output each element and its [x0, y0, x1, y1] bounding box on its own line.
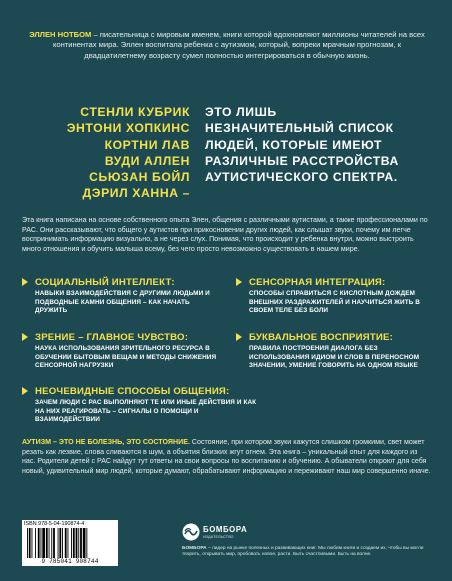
- barcode-stripe: [58, 528, 59, 558]
- celebrity-name: ЭНТОНИ ХОПКИНС: [66, 121, 190, 136]
- tagline-line: ЭТО ЛИШЬ: [205, 105, 277, 119]
- triangle-bullet-icon: [22, 333, 28, 341]
- book-description: Эта книга написана на основе собственного опыта Элен, общения с различными аутистами, а также профессионалами по РАС. Они рассказывают, что общего у аутистов при прикосновении других людей, как слышат звуки, почему им легче воспринимать информацию визуально, а не через слух. Понимая, что происходит у ребенка внутри, можно выстроить много отношения и обучить малыша всему, без чего просто невозможно существовать в нашем мире.: [22, 216, 428, 253]
- publisher-blurb-text: – лидер на рынке полезных и развивающих книг. Мы любим книги и создаем их, чтобы вы могли творить, открывать мир, пробовать новое, расти. Быть счастливыми. Быть на волне.: [182, 546, 424, 558]
- barcode-stripe: [62, 528, 63, 558]
- feature-literal-perception: [236, 332, 436, 371]
- barcode-stripe: [46, 528, 48, 558]
- barcode-bars: [26, 528, 114, 558]
- barcode-stripe: [41, 528, 42, 558]
- feature-body: ЗАЧЕМ ЛЮДИ С РАС ВЫПОЛНЯЮТ ТЕ ИЛИ ИНЫЕ ДЕЙСТВИЯ И КАК НА НИХ РЕАГИРОВАТЬ – СИГНАЛЫ О ПОМОЩИ И ВЗАИМОДЕЙСТВИИ: [35, 399, 257, 424]
- feature-title: БУКВАЛЬНОЕ ВОСПРИЯТИЕ:: [249, 332, 393, 343]
- barcode-stripe: [78, 528, 79, 558]
- feature-communication: [22, 386, 262, 425]
- publisher-wave-logo-icon: [182, 523, 200, 541]
- celebrity-name: СЬЮЗАН БОЙЛ: [89, 170, 190, 185]
- publisher-blurb-name: БОМБОРА: [182, 546, 207, 551]
- barcode-stripe: [51, 528, 52, 558]
- feature-vision: [22, 332, 228, 371]
- celebrity-list: [30, 104, 190, 202]
- celebrity-name: ДЭРИЛ ХАННА –: [82, 186, 190, 201]
- barcode-stripe: [53, 528, 55, 558]
- publisher-blurb: [182, 546, 426, 559]
- celebrity-name: КОРТНИ ЛАВ: [104, 137, 190, 152]
- celebrity-name: СТЕНЛИ КУБРИК: [80, 105, 190, 119]
- barcode-stripe: [73, 528, 75, 558]
- author-intro-text: – писательница с мировым именем, книги которой вдохновляют миллионы читателей на всех континентах мира. Эллен воспитала ребенка с аутизмом, который, вопреки мрачным прогнозам, к двадцатилетнему возрасту сумел полностью интегрироваться в обычную жизнь.: [52, 30, 425, 60]
- barcode-stripe: [42, 528, 45, 558]
- summary-text: Состояние, при котором звуки кажутся слишком громкими, свет может резать как лезвие, слова сливаются в шум, а объятия близких жгут огнем. Эта книга – уникальный опыт для каждого из нас. Родители детей с РАС найдут тут ответы на свои вопросы по воспитанию и обучению. А обыватели откроют для себя новый, удивительный мир людей, которые думают, обрабатывают информацию и переживают наш мир совершенно иначе.: [22, 438, 431, 475]
- barcode-stripe: [83, 528, 86, 558]
- feature-sensory-integration: [236, 277, 436, 316]
- feature-body: СПОСОБЫ СПРАВИТЬСЯ С КИСЛОТНЫМ ДОЖДЕМ ВНЕШНИХ РАЗДРАЖИТЕЛЕЙ И НАУЧИТЬСЯ ЖИТЬ В СВОЕМ ТЕЛЕ БЕЗ БОЛИ: [249, 290, 420, 315]
- barcode-stripe: [65, 528, 67, 558]
- feature-title: ЗРЕНИЕ – ГЛАВНОЕ ЧУВСТВО:: [35, 332, 189, 343]
- publisher-subtitle: ИЗДАТЕЛЬСТВО: [203, 535, 234, 539]
- author-name: ЭЛЛЕН НОТБОМ: [29, 30, 92, 39]
- barcode-stripe: [80, 528, 82, 558]
- tagline-line: РАЗЛИЧНЫЕ РАССТРОЙСТВА: [205, 153, 399, 168]
- publisher-logo-block: [182, 522, 272, 546]
- barcode-stripe: [68, 528, 69, 558]
- tagline: [205, 104, 427, 185]
- tagline-line: АУТИСТИЧЕСКОГО СПЕКТРА.: [205, 170, 398, 185]
- triangle-bullet-icon: [22, 278, 28, 286]
- celebrity-name: ВУДИ АЛЛЕН: [104, 153, 190, 168]
- book-summary: [22, 438, 432, 476]
- summary-lead: АУТИЗМ – ЭТО НЕ БОЛЕЗНЬ, ЭТО СОСТОЯНИЕ.: [22, 438, 190, 446]
- isbn-label: ISBN 978-5-04-190874-4: [24, 521, 85, 527]
- feature-title: СОЦИАЛЬНЫЙ ИНТЕЛЛЕКТ:: [35, 277, 175, 288]
- feature-title: НЕОЧЕВИДНЫЕ СПОСОБЫ ОБЩЕНИЯ:: [35, 386, 230, 397]
- feature-title: СЕНСОРНАЯ ИНТЕГРАЦИЯ:: [249, 277, 386, 288]
- publisher-name: БОМБОРА: [203, 525, 248, 534]
- triangle-bullet-icon: [22, 387, 28, 395]
- feature-body: НАУКА ИСПОЛЬЗОВАНИЯ ЗРИТЕЛЬНОГО РЕСУРСА В ОБУЧЕНИИ БЫТОВЫМ ВЕЩАМ И МЕТОДЫ СНИЖЕНИЯ СЕНСОРНОЙ НАГРУЗКИ: [35, 345, 217, 370]
- triangle-bullet-icon: [236, 278, 242, 286]
- author-intro: [29, 30, 425, 61]
- barcode-stripe: [27, 528, 28, 558]
- barcode-stripe: [59, 528, 61, 558]
- barcode-stripe: [38, 528, 40, 558]
- barcode-stripe: [86, 528, 87, 558]
- barcode-stripe: [29, 528, 31, 558]
- feature-body: НАВЫКИ ВЗАИМОДЕЙСТВИЯ С ДРУГИМИ ЛЮДЬМИ И ПОДВОДНЫЕ КАМНИ ОБЩЕНИЯ – КАК НАЧАТЬ ДРУЖИТЬ: [35, 290, 210, 315]
- barcode: [22, 520, 118, 566]
- tagline-line: ЛЮДЕЙ, КОТОРЫЕ ИМЕЮТ: [205, 137, 383, 152]
- barcode-stripe: [49, 528, 50, 558]
- triangle-bullet-icon: [236, 333, 242, 341]
- barcode-stripe: [71, 528, 72, 558]
- barcode-stripe: [32, 528, 33, 558]
- feature-body: ПРАВИЛА ПОСТРОЕНИЯ ДИАЛОГА БЕЗ ИСПОЛЬЗОВАНИЯ ИДИОМ И СЛОВ В ПЕРЕНОСНОМ ЗНАЧЕНИИ, УМЕНИЕ ГОВОРИТЬ НА ОДНОМ ЯЗЫКЕ: [249, 345, 420, 370]
- tagline-line: НЕЗНАЧИТЕЛЬНЫЙ СПИСОК: [205, 121, 394, 136]
- feature-social-intelligence: [22, 277, 212, 316]
- barcode-stripe: [35, 528, 36, 558]
- barcode-stripe: [76, 528, 78, 558]
- barcode-number: 9 785041 908744: [41, 558, 99, 565]
